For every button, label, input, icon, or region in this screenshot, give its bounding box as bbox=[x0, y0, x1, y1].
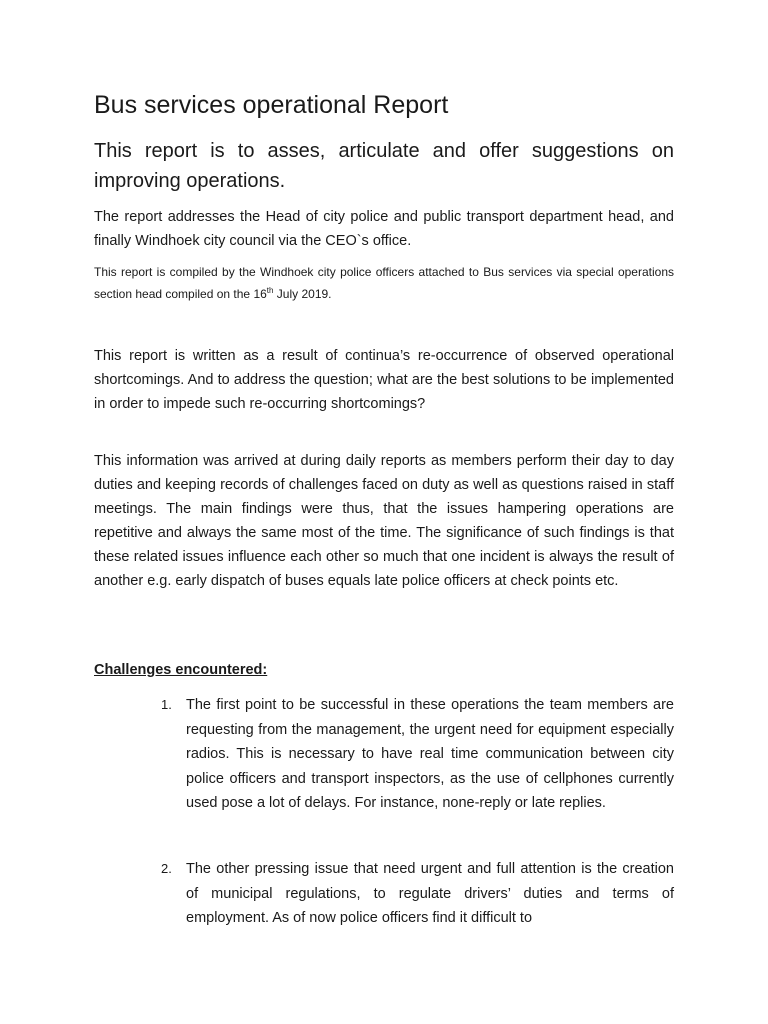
challenges-heading: Challenges encountered: bbox=[94, 662, 268, 678]
written-paragraph: This report is written as a result of continua’s re-occurrence of observed operational shortcomings. And to address the question; what are the best solutions to be implemented in order to impede such re-occurring shortcomings? bbox=[94, 348, 674, 412]
compiled-paragraph bbox=[94, 261, 674, 305]
report-subtitle: This report is to asses, articulate and offer suggestions on improving operations. bbox=[94, 140, 674, 192]
compiled-text: This report is compiled by the Windhoek city police officers attached to Bus services via special operations section head compiled on the 16 bbox=[94, 265, 674, 301]
list-item-number: 1. bbox=[161, 697, 172, 712]
list-item-number: 2. bbox=[161, 861, 172, 876]
report-title: Bus services operational Report bbox=[94, 91, 449, 119]
date-ordinal-suffix: th bbox=[266, 286, 274, 295]
list-item-text: The first point to be successful in these operations the team members are requesting from the management, the urgent need for equipment especially radios. This is necessary to have real time communication between city police officers and transport inspectors, as the use of cellphones currently used pose a lot of delays. For instance, none-reply or late replies. bbox=[186, 697, 674, 811]
compiled-date-text: July 2019. bbox=[273, 287, 332, 301]
address-paragraph: The report addresses the Head of city police and public transport department head, and finally Windhoek city council via the CEO`s office. bbox=[94, 209, 674, 249]
information-paragraph: This information was arrived at during daily reports as members perform their day to day duties and keeping records of challenges faced on duty as well as questions raised in staff meetings. The main findings were thus, that the issues hampering operations are repetitive and always the same most of the time. The significance of such findings is that these related issues influence each other so much that one incident is always the result of another e.g. early dispatch of buses equals late police officers at check points etc. bbox=[94, 453, 674, 589]
list-item-text: The other pressing issue that need urgent and full attention is the creation of municipal regulations, to regulate drivers’ duties and terms of employment. As of now police officers find it difficult to bbox=[186, 861, 674, 926]
